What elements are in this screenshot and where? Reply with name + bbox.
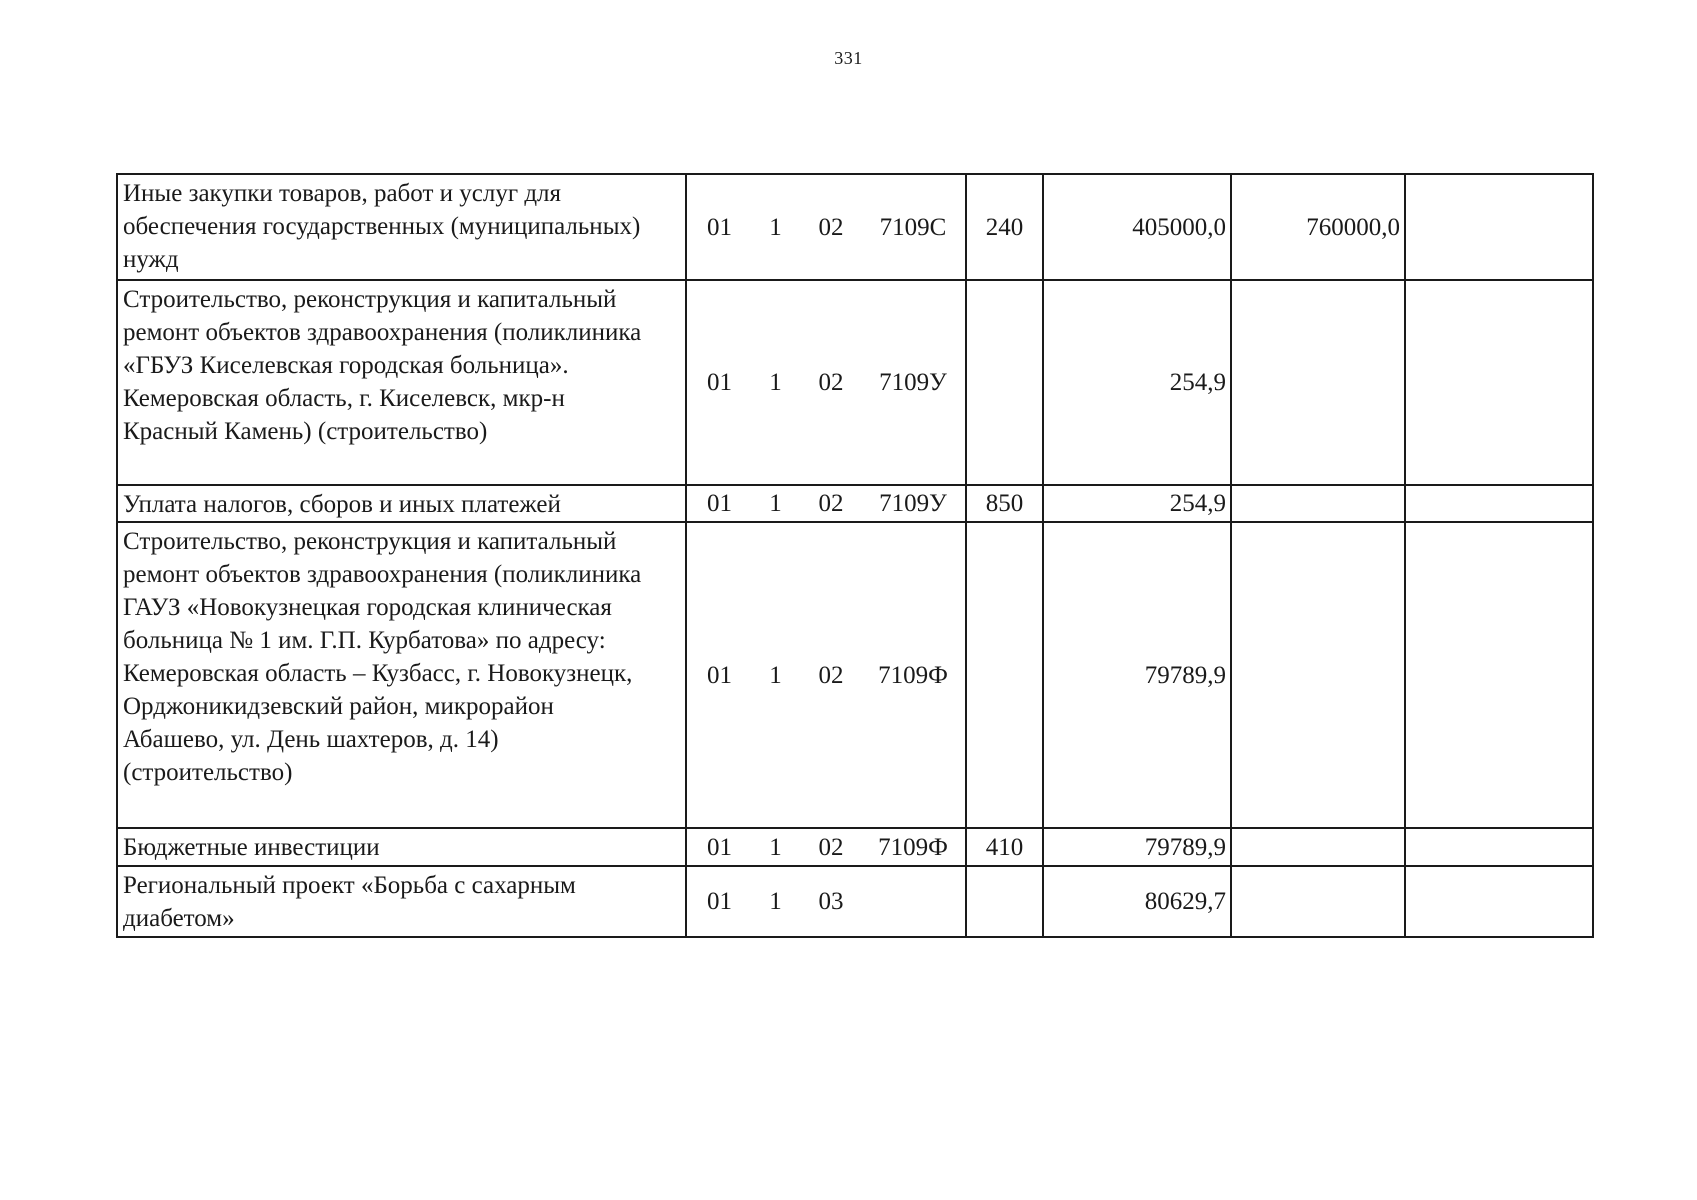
direction-code: 7109Ф [878,661,948,689]
amount-cell-2 [1231,522,1405,828]
row-name-cell: Региональный проект «Борьба с сахарным диабетом» [117,866,686,937]
amount-cell-1: 79789,9 [1043,828,1231,866]
subprogram-code: 1 [769,490,782,517]
expense-type-cell [966,522,1043,828]
expense-type-cell [966,280,1043,485]
amount-cell-3 [1405,280,1593,485]
subprogram-code: 1 [769,369,782,396]
table-row [117,280,1593,485]
expense-type-cell: 240 [966,174,1043,280]
expense-type-cell: 850 [966,485,1043,522]
table-row [117,828,1593,866]
amount-cell-3 [1405,174,1593,280]
program-code: 01 [707,833,732,861]
row-name-cell: Бюджетные инвестиции [117,828,686,866]
amount-cell-3 [1405,485,1593,522]
program-code: 01 [707,888,732,915]
amount-cell-3 [1405,828,1593,866]
amount-cell-1: 79789,9 [1043,522,1231,828]
table-row [117,485,1593,522]
row-code-cell [686,828,966,866]
program-code: 01 [707,213,732,241]
expense-type-cell [966,866,1043,937]
amount-cell-2 [1231,485,1405,522]
amount-cell-1: 80629,7 [1043,866,1231,937]
amount-cell-1: 254,9 [1043,485,1231,522]
main-activity-code: 02 [818,833,844,861]
direction-code: 7109С [879,213,947,241]
row-code-cell [686,174,966,280]
row-code-cell [686,280,966,485]
subprogram-code: 1 [769,213,782,241]
amount-cell-1: 254,9 [1043,280,1231,485]
row-name-cell: Строительство, реконструкция и капитальный ремонт объектов здравоохранения (поликлиника «ГБУЗ Киселевская городская больница». Кемеровская область, г. Киселевск, мкр-н Красный Камень) (строительство) [117,280,686,485]
row-code-cell [686,485,966,522]
page-number: 331 [834,48,863,68]
row-code-cell [686,522,966,828]
amount-cell-1: 405000,0 [1043,174,1231,280]
row-name-cell: Уплата налогов, сборов и иных платежей [117,485,686,522]
row-code-cell [686,866,966,937]
amount-cell-2 [1231,280,1405,485]
main-activity-code: 02 [818,661,844,689]
budget-table [116,173,1594,938]
direction-code: 7109Ф [878,833,948,861]
amount-cell-3 [1405,522,1593,828]
row-name-cell: Иные закупки товаров, работ и услуг для обеспечения государственных (муниципальных) нужд [117,174,686,280]
amount-cell-2 [1231,828,1405,866]
amount-cell-2 [1231,866,1405,937]
subprogram-code: 1 [769,833,782,861]
amount-cell-3 [1405,866,1593,937]
main-activity-code: 03 [818,888,844,915]
main-activity-code: 02 [818,369,844,396]
row-name-cell: Строительство, реконструкция и капитальный ремонт объектов здравоохранения (поликлиника ГАУЗ «Новокузнецкая городская клиническая больница № 1 им. Г.П. Курбатова» по адресу: Кемеровская область – Кузбасс, г. Новокузнецк, Орджоникидзевский район, микрорайон Абашево, ул. День шахтеров, д. 14) (строительство) [117,522,686,828]
expense-type-cell: 410 [966,828,1043,866]
program-code: 01 [707,490,732,517]
amount-cell-2: 760000,0 [1231,174,1405,280]
program-code: 01 [707,661,732,689]
table-row [117,174,1593,280]
table-body [117,174,1593,937]
main-activity-code: 02 [818,213,844,241]
main-activity-code: 02 [818,490,844,517]
subprogram-code: 1 [769,888,782,915]
direction-code: 7109У [879,490,947,517]
program-code: 01 [707,369,732,396]
table-row [117,866,1593,937]
table-row [117,522,1593,828]
subprogram-code: 1 [769,661,782,689]
direction-code: 7109У [879,369,947,396]
